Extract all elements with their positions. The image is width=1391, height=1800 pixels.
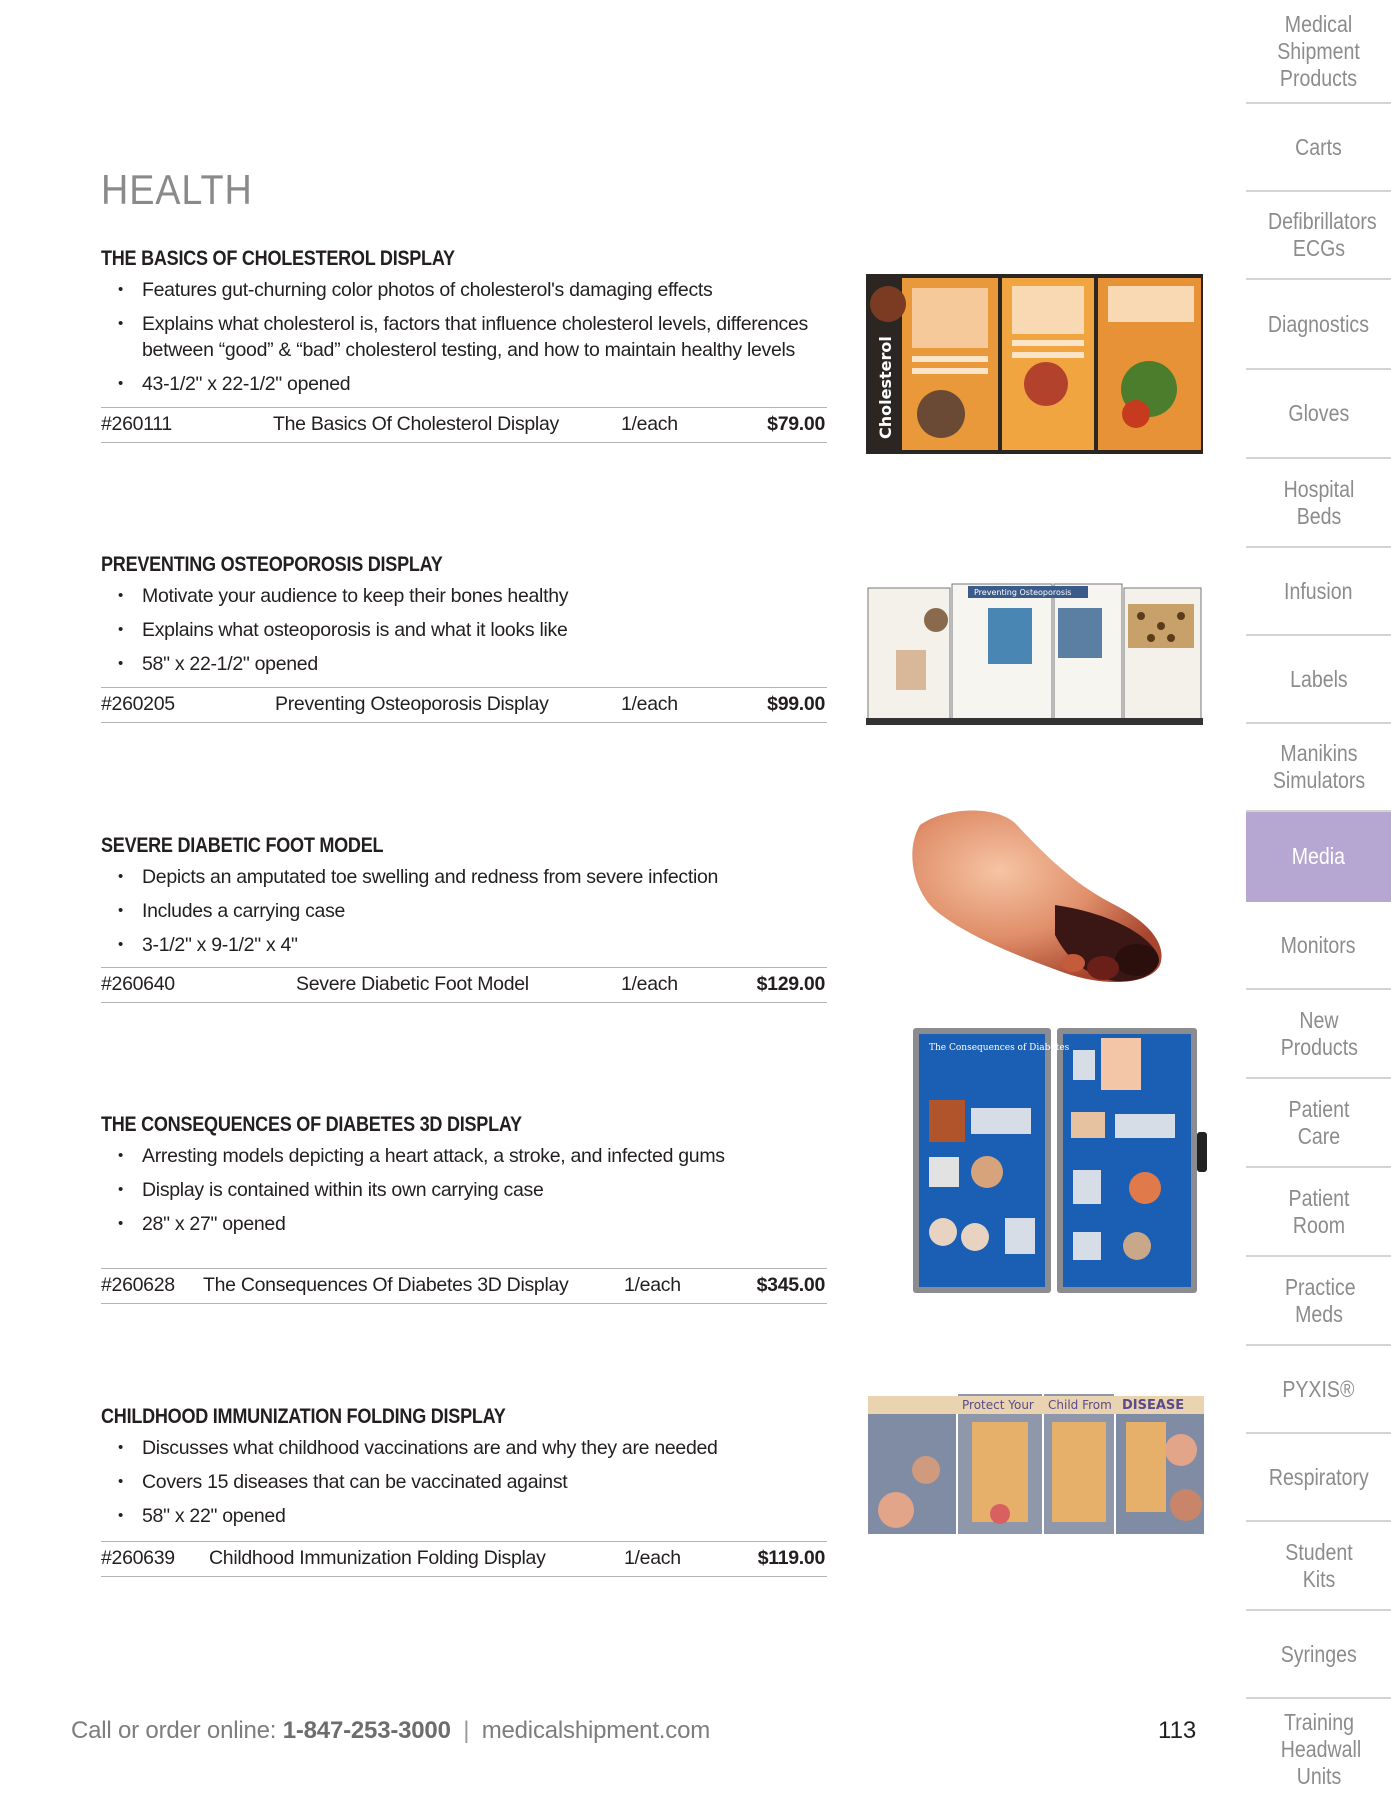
- image-title-text: DISEASE: [1122, 1398, 1185, 1413]
- section-title: HEALTH: [101, 166, 253, 213]
- item-description: The Consequences Of Diabetes 3D Display: [203, 1274, 569, 1296]
- feature-item: • Features gut-churning color photos of cholesterol's damaging effects: [101, 277, 827, 303]
- sidebar-item-label: Diagnostics: [1267, 310, 1370, 337]
- feature-list: [101, 1435, 827, 1529]
- feature-item: • 58" x 22" opened: [101, 1503, 827, 1529]
- sidebar-item-defibrillators-ecgs[interactable]: [1246, 192, 1391, 280]
- feature-item: • Explains what cholesterol is, factors that influence cholesterol levels, differences between “good” & “bad” cholesterol testing, and how to maintain healthy levels: [101, 311, 827, 363]
- feature-item: • Display is contained within its own carrying case: [101, 1177, 827, 1203]
- sku: #260111: [101, 413, 172, 435]
- sidebar-item-respiratory[interactable]: [1246, 1434, 1391, 1522]
- sidebar-item-patient-room[interactable]: [1246, 1168, 1391, 1257]
- sidebar-item-label: Medical Shipment Products: [1277, 10, 1360, 91]
- sidebar-item-label: Monitors: [1281, 931, 1356, 958]
- phone-number[interactable]: 1-847-253-3000: [282, 1717, 451, 1744]
- feature-item: • Motivate your audience to keep their bones healthy: [101, 583, 827, 609]
- category-sidebar: [1246, 0, 1391, 1800]
- feature-item: • Includes a carrying case: [101, 898, 827, 924]
- sidebar-item-pyxis[interactable]: [1246, 1346, 1391, 1434]
- sidebar-item-practice-meds[interactable]: [1246, 1257, 1391, 1346]
- feature-item: • Arresting models depicting a heart attack, a stroke, and infected gums: [101, 1143, 827, 1169]
- product-title: PREVENTING OSTEOPOROSIS DISPLAY: [101, 553, 443, 576]
- item-description: The Basics Of Cholesterol Display: [273, 413, 559, 435]
- immunization-display-illustration: [866, 1390, 1206, 1538]
- product-osteoporosis-display: [101, 553, 827, 723]
- product-cholesterol-display: [101, 247, 827, 442]
- feature-list: [101, 277, 827, 397]
- osteoporosis-display-image: [866, 580, 1203, 725]
- order-row: [101, 1541, 827, 1577]
- sidebar-item-label: Gloves: [1288, 400, 1349, 426]
- sku: #260640: [101, 973, 175, 995]
- feature-item: • Discusses what childhood vaccinations are and why they are needed: [101, 1435, 827, 1461]
- item-description: Severe Diabetic Foot Model: [296, 973, 529, 995]
- product-title: CHILDHOOD IMMUNIZATION FOLDING DISPLAY: [101, 1405, 506, 1428]
- price: $129.00: [756, 973, 825, 995]
- feature-list: [101, 1143, 827, 1237]
- product-title: SEVERE DIABETIC FOOT MODEL: [101, 834, 384, 857]
- foot-model-illustration: [905, 805, 1175, 990]
- quantity: 1/each: [624, 1547, 681, 1569]
- sidebar-item-medical-shipment-products[interactable]: [1246, 0, 1391, 104]
- quantity: 1/each: [621, 413, 678, 435]
- product-title: THE CONSEQUENCES OF DIABETES 3D DISPLAY: [101, 1113, 522, 1136]
- feature-item: • Covers 15 diseases that can be vaccinated against: [101, 1469, 827, 1495]
- sidebar-item-label: Patient Care: [1288, 1095, 1349, 1149]
- feature-item: • Explains what osteoporosis is and what it looks like: [101, 617, 827, 643]
- price: $119.00: [757, 1547, 825, 1569]
- sidebar-item-label: Respiratory: [1268, 1463, 1369, 1490]
- sidebar-item-student-kits[interactable]: [1246, 1522, 1391, 1611]
- image-title-text: Preventing Osteoporosis: [974, 588, 1072, 597]
- product-immunization-display: [101, 1405, 827, 1580]
- sidebar-item-infusion[interactable]: [1246, 548, 1391, 636]
- sidebar-item-label: Training Headwall Units: [1280, 1709, 1361, 1789]
- feature-item: • 28" x 27" opened: [101, 1211, 827, 1237]
- feature-item: • Depicts an amputated toe swelling and redness from severe infection: [101, 864, 827, 890]
- sidebar-item-labels[interactable]: [1246, 636, 1391, 724]
- diabetic-foot-image: [905, 805, 1175, 990]
- sidebar-item-label: Hospital Beds: [1283, 475, 1354, 529]
- price: $99.00: [767, 693, 825, 715]
- product-title: THE BASICS OF CHOLESTEROL DISPLAY: [101, 247, 455, 270]
- sidebar-item-new-products[interactable]: [1246, 990, 1391, 1079]
- sidebar-item-carts[interactable]: [1246, 104, 1391, 192]
- sidebar-item-label: Syringes: [1280, 1640, 1357, 1667]
- sidebar-item-training-headwall-units[interactable]: [1246, 1699, 1391, 1800]
- product-diabetes-3d-display: [101, 1113, 827, 1308]
- sidebar-item-syringes[interactable]: [1246, 1611, 1391, 1699]
- sidebar-item-label: New Products: [1280, 1006, 1358, 1060]
- osteoporosis-display-illustration: [866, 580, 1203, 725]
- sidebar-item-label: PYXIS®: [1282, 1375, 1355, 1402]
- cholesterol-display-illustration: [866, 274, 1203, 454]
- image-title-text: Cholesterol: [876, 336, 895, 439]
- sku: #260205: [101, 693, 175, 715]
- sidebar-item-label: Carts: [1295, 133, 1342, 160]
- sidebar-item-label: Patient Room: [1288, 1184, 1349, 1238]
- quantity: 1/each: [624, 1274, 681, 1296]
- sidebar-item-hospital-beds[interactable]: [1246, 459, 1391, 548]
- sidebar-item-label: Manikins Simulators: [1272, 740, 1365, 793]
- price: $345.00: [756, 1274, 825, 1296]
- feature-list: [101, 864, 827, 958]
- quantity: 1/each: [621, 973, 678, 995]
- sidebar-item-patient-care[interactable]: [1246, 1079, 1391, 1168]
- sidebar-item-label: Practice Meds: [1284, 1273, 1356, 1327]
- sidebar-item-gloves[interactable]: [1246, 370, 1391, 459]
- item-description: Childhood Immunization Folding Display: [209, 1547, 546, 1569]
- image-title-text: The Consequences of Diabetes: [929, 1043, 1070, 1053]
- image-title-text: Protect Your: [962, 1398, 1034, 1412]
- sku: #260628: [101, 1274, 175, 1296]
- item-description: Preventing Osteoporosis Display: [275, 693, 549, 715]
- sidebar-item-label: Defibrillators ECGs: [1267, 208, 1377, 261]
- website-link[interactable]: medicalshipment.com: [481, 1717, 711, 1744]
- order-row: [101, 967, 827, 1003]
- cholesterol-display-image: [866, 274, 1203, 454]
- diabetes-3d-display-image: [905, 1022, 1210, 1297]
- product-diabetic-foot-model: [101, 834, 827, 1004]
- feature-item: • 43-1/2" x 22-1/2" opened: [101, 371, 827, 397]
- sidebar-item-label: Student Kits: [1284, 1538, 1353, 1592]
- sidebar-item-label: Media: [1291, 842, 1346, 869]
- sidebar-item-monitors[interactable]: [1246, 902, 1391, 990]
- sidebar-item-manikins-simulators[interactable]: [1246, 724, 1391, 812]
- page-number: 113: [1158, 1717, 1197, 1744]
- immunization-display-image: [866, 1390, 1206, 1538]
- sku: #260639: [101, 1547, 175, 1569]
- feature-item: • 3-1/2" x 9-1/2" x 4": [101, 932, 827, 958]
- sidebar-item-label: Infusion: [1284, 577, 1353, 604]
- footer-separator: |: [463, 1717, 470, 1744]
- image-title-text: Child From: [1048, 1398, 1112, 1412]
- footer-prefix: Call or order online:: [71, 1717, 277, 1744]
- diabetes-case-illustration: [905, 1022, 1210, 1297]
- quantity: 1/each: [621, 693, 678, 715]
- feature-item: • 58" x 22-1/2" opened: [101, 651, 827, 677]
- sidebar-item-media[interactable]: [1246, 812, 1391, 902]
- feature-list: [101, 583, 827, 677]
- order-row: [101, 1268, 827, 1304]
- sidebar-item-label: Labels: [1289, 665, 1348, 692]
- page-footer: [71, 1717, 710, 1745]
- order-row: [101, 687, 827, 723]
- order-row: [101, 407, 827, 443]
- sidebar-item-diagnostics[interactable]: [1246, 280, 1391, 370]
- price: $79.00: [767, 413, 825, 435]
